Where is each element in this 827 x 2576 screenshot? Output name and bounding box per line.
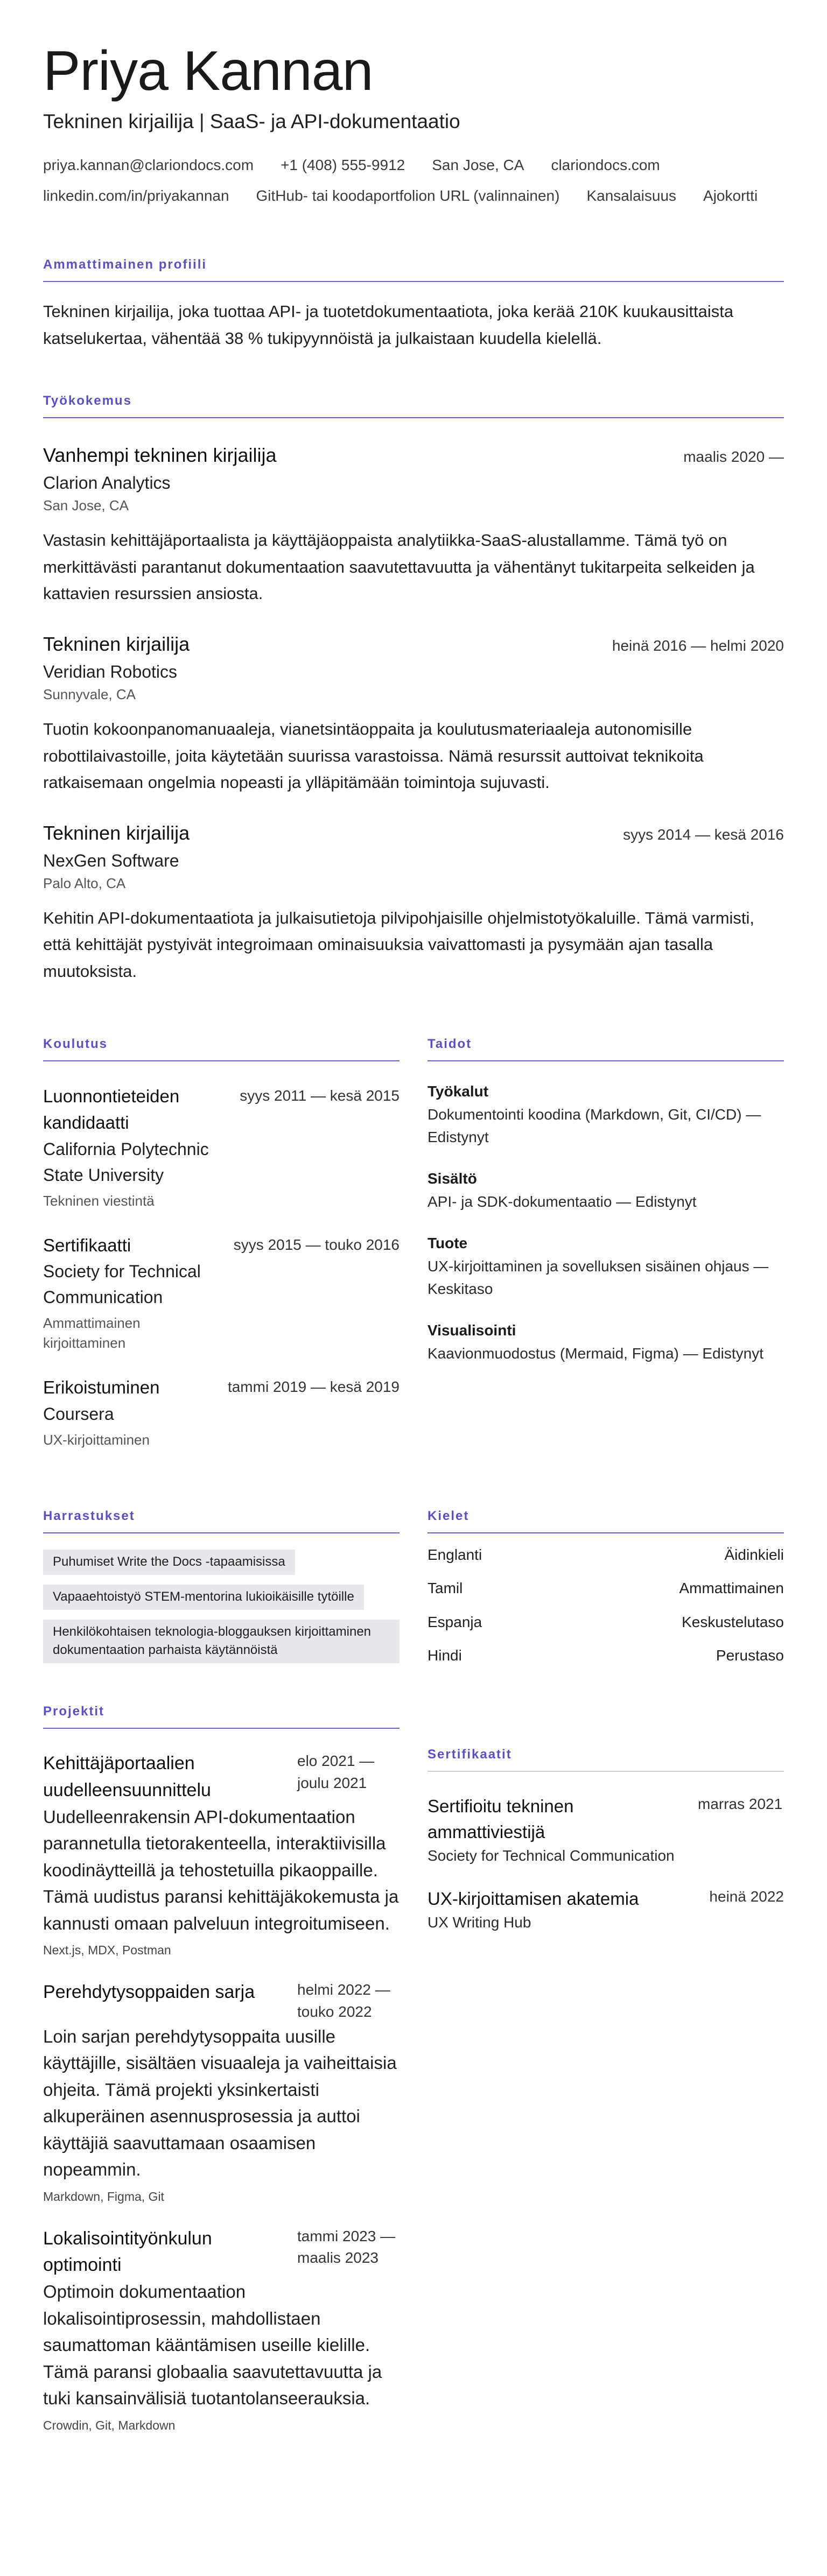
job-description: Vastasin kehittäjäportaalista ja käyttäjäoppaista analytiikka-SaaS-alustallamme. Tämä työ on merkittävästi parantanut dokumentaation saavutettavuutta ja vähentänyt tukitarpeita selkeiden ja kattavien resurssien ansiosta.: [43, 531, 755, 603]
project-tech: Markdown, Figma, Git: [43, 2189, 164, 2204]
job-date: heinä 2016 — helmi 2020: [612, 637, 784, 654]
section-title-certificates: Sertifikaatit: [427, 1747, 784, 1772]
section-title-projects: Projektit: [43, 1704, 400, 1729]
skill-category: Tuote: [427, 1234, 468, 1251]
skills-list: [427, 1083, 784, 1365]
contact-location: San Jose, CA: [432, 157, 524, 174]
project-description: Loin sarjan perehdytysoppaita uusille käyttäjille, sisältäen visuaaleja ja vaiheittaisia ohjeita. Tämä projekti yksinkertaisti alkuperäinen asennusprosessia ja auttoi käyttäjiä saavuttamaan osaamisen nopeammin.: [43, 2026, 397, 2180]
skill-item: [427, 1322, 784, 1365]
education-date: syys 2011 — kesä 2015: [240, 1087, 400, 1104]
contact-email[interactable]: priya.kannan@clariondocs.com: [43, 157, 254, 174]
language-list: [427, 1545, 784, 1666]
language-level: Ammattimainen: [679, 1580, 784, 1597]
certificate-org: UX Writing Hub: [427, 1913, 531, 1931]
job-company: Clarion Analytics: [43, 473, 171, 493]
person-name: Priya Kannan: [43, 40, 373, 102]
language-level: Keskustelutaso: [682, 1613, 784, 1630]
contact-linkedin[interactable]: linkedin.com/in/priyakannan: [43, 187, 229, 204]
certificate-org: Society for Technical Communication: [427, 1847, 675, 1864]
job-location: San Jose, CA: [43, 497, 129, 514]
project-title: Lokalisointityönkulun optimointi: [43, 2228, 212, 2275]
education-section: [43, 1037, 400, 1450]
certificate-title: Sertifioitu tekninen ammattiviestijä: [427, 1796, 574, 1842]
job-location: Sunnyvale, CA: [43, 686, 136, 702]
language-name: Tamil: [427, 1580, 463, 1597]
contact-github[interactable]: GitHub- tai koodaportfolion URL (valinnainen): [256, 187, 560, 204]
job-description: Kehitin API-dokumentaatiota ja julkaisutietoja pilvipohjaisille ohjelmistotyökaluille. Tämä varmisti, että kehittäjät pystyivät integroimaan ominaisuuksia vaivattomasti ja pysymään ajan tasalla muutoksista.: [43, 908, 755, 981]
education-org: Coursera: [43, 1404, 114, 1424]
section-title-education: Koulutus: [43, 1037, 400, 1061]
hobbies-section: [43, 1509, 400, 1673]
certificate-entry: [427, 1793, 784, 1864]
job-title: Tekninen kirjailija: [43, 632, 190, 655]
resume-header: [43, 42, 784, 206]
project-entry: [43, 1750, 400, 1958]
language-level: Äidinkieli: [724, 1546, 784, 1564]
job-date: syys 2014 — kesä 2016: [623, 826, 784, 843]
language-name: Espanja: [427, 1613, 482, 1630]
education-skills-row: [43, 1037, 784, 1450]
profile-text: Tekninen kirjailija, joka tuottaa API- ja tuotetdokumentaatiota, joka kerää 210K kuukausittaista katselukertaa, vähentää 38 % tukipyynnöistä ja julkaistaan kuudella kielellä.: [43, 301, 734, 348]
education-entry: [43, 1374, 400, 1449]
job-company: Veridian Robotics: [43, 661, 178, 681]
project-date: helmi 2022 — touko 2022: [297, 1981, 390, 2020]
project-tech: Next.js, MDX, Postman: [43, 1943, 171, 1958]
certificate-entry: [427, 1886, 784, 1931]
certificate-date: marras 2021: [698, 1796, 783, 1813]
skill-category: Työkalut: [427, 1082, 489, 1100]
skills-section: [427, 1037, 784, 1450]
hobby-tag: Vapaaehtoistyö STEM-mentorina lukioikäisille tytöille: [43, 1585, 364, 1610]
job-entry: [43, 822, 784, 985]
hobby-tags: [43, 1550, 400, 1673]
hobby-tag: Henkilökohtaisen teknologia-bloggauksen kirjoittaminen dokumentaation parhaista käytännöistä: [43, 1620, 400, 1664]
projects-certificates-row: [43, 1704, 784, 2432]
job-title: Vanhempi tekninen kirjailija: [43, 444, 277, 467]
language-name: Englanti: [427, 1546, 482, 1564]
project-title: Perehdytysoppaiden sarja: [43, 1982, 255, 2003]
section-title-work: Työkokemus: [43, 393, 784, 418]
headline: Tekninen kirjailija | SaaS- ja API-dokumentaatio: [43, 110, 460, 133]
skill-value: Dokumentointi koodina (Markdown, Git, CI/CD) — Edistynyt: [427, 1106, 761, 1145]
project-entry: [43, 2226, 400, 2433]
languages-section: [427, 1509, 784, 1673]
project-title: Kehittäjäportaalien uudelleensuunnittelu: [43, 1753, 211, 1800]
language-name: Hindi: [427, 1647, 462, 1664]
certificate-date: heinä 2022: [709, 1888, 784, 1905]
profile-section: [43, 257, 784, 351]
education-date: syys 2015 — touko 2016: [233, 1236, 400, 1253]
job-entry: [43, 633, 784, 796]
skill-value: UX-kirjoittaminen ja sovelluksen sisäinen ohjaus — Keskitaso: [427, 1257, 769, 1297]
project-entry: [43, 1979, 400, 2204]
section-title-skills: Taidot: [427, 1037, 784, 1061]
education-org: Society for Technical Communication: [43, 1262, 201, 1307]
project-tech: Crowdin, Git, Markdown: [43, 2418, 176, 2432]
contact-website[interactable]: clariondocs.com: [551, 157, 660, 174]
education-title: Sertifikaatti: [43, 1235, 131, 1255]
education-note: Tekninen viestintä: [43, 1192, 155, 1209]
contact-phone[interactable]: +1 (408) 555-9912: [281, 157, 405, 174]
skill-item: [427, 1170, 784, 1213]
project-date: elo 2021 — joulu 2021: [297, 1752, 375, 1791]
skill-value: Kaavionmuodostus (Mermaid, Figma) — Edistynyt: [427, 1345, 763, 1362]
job-title: Tekninen kirjailija: [43, 821, 190, 844]
contact-list: [43, 156, 784, 206]
skill-category: Sisältö: [427, 1170, 477, 1187]
language-level: Perustaso: [716, 1647, 784, 1664]
language-row: [427, 1613, 784, 1632]
education-date: tammi 2019 — kesä 2019: [227, 1378, 400, 1396]
education-title: Luonnontieteiden kandidaatti: [43, 1086, 180, 1132]
education-title: Erikoistuminen: [43, 1377, 160, 1398]
job-description: Tuotin kokoonpanomanuaaleja, vianetsintäoppaita ja koulutusmateriaaleja autonomisille robottilaivastoille, joita käytetään suurissa varastoissa. Nämä resurssit auttoivat teknikoita ratkaisemaan ongelmia nopeasti ja ylläpitämään toimintoja sujuvasti.: [43, 719, 704, 792]
projects-section: [43, 1704, 400, 2432]
skill-category: Visualisointi: [427, 1321, 516, 1339]
language-row: [427, 1545, 784, 1565]
education-entry: [43, 1232, 400, 1353]
project-description: Optimoin dokumentaation lokalisointiprosessin, mahdollistaen saumattoman kääntämisen useille kielille. Tämä paransi globaalia saavutettavuutta ja tuki kansainvälisiä tuotantolanseerauksia.: [43, 2282, 382, 2409]
project-date: tammi 2023 — maalis 2023: [297, 2227, 396, 2267]
skill-value: API- ja SDK-dokumentaatio — Edistynyt: [427, 1193, 697, 1210]
job-location: Palo Alto, CA: [43, 875, 126, 891]
project-description: Uudelleenrakensin API-dokumentaation parannetulla tietorakenteella, interaktiivisilla koodinäytteillä ja tehostetuilla pikaoppaille. Tämä uudistus paransi kehittäjäkokemusta ja kannusti omaan palveluun integroitumiseen.: [43, 1806, 399, 1933]
section-title-languages: Kielet: [427, 1509, 784, 1533]
education-org: California Polytechnic State University: [43, 1139, 209, 1185]
language-row: [427, 1646, 784, 1665]
certificate-title: UX-kirjoittamisen akatemia: [427, 1888, 639, 1909]
hobbies-languages-row: [43, 1509, 784, 1673]
certificates-section: [427, 1704, 784, 2432]
section-title-hobbies: Harrastukset: [43, 1509, 400, 1533]
job-company: NexGen Software: [43, 850, 179, 870]
contact-drivers-license: Ajokortti: [703, 187, 758, 204]
skill-item: [427, 1235, 784, 1300]
skill-item: [427, 1083, 784, 1149]
work-section: [43, 393, 784, 984]
hobby-tag: Puhumiset Write the Docs -tapaamisissa: [43, 1550, 295, 1575]
language-row: [427, 1579, 784, 1598]
job-date: maalis 2020 —: [683, 448, 784, 466]
education-entry: [43, 1083, 400, 1210]
education-note: UX-kirjoittaminen: [43, 1431, 150, 1448]
section-title-profile: Ammattimainen profiili: [43, 257, 784, 282]
job-entry: [43, 444, 784, 607]
contact-citizenship: Kansalaisuus: [586, 187, 677, 204]
education-note: Ammattimainen kirjoittaminen: [43, 1315, 141, 1351]
